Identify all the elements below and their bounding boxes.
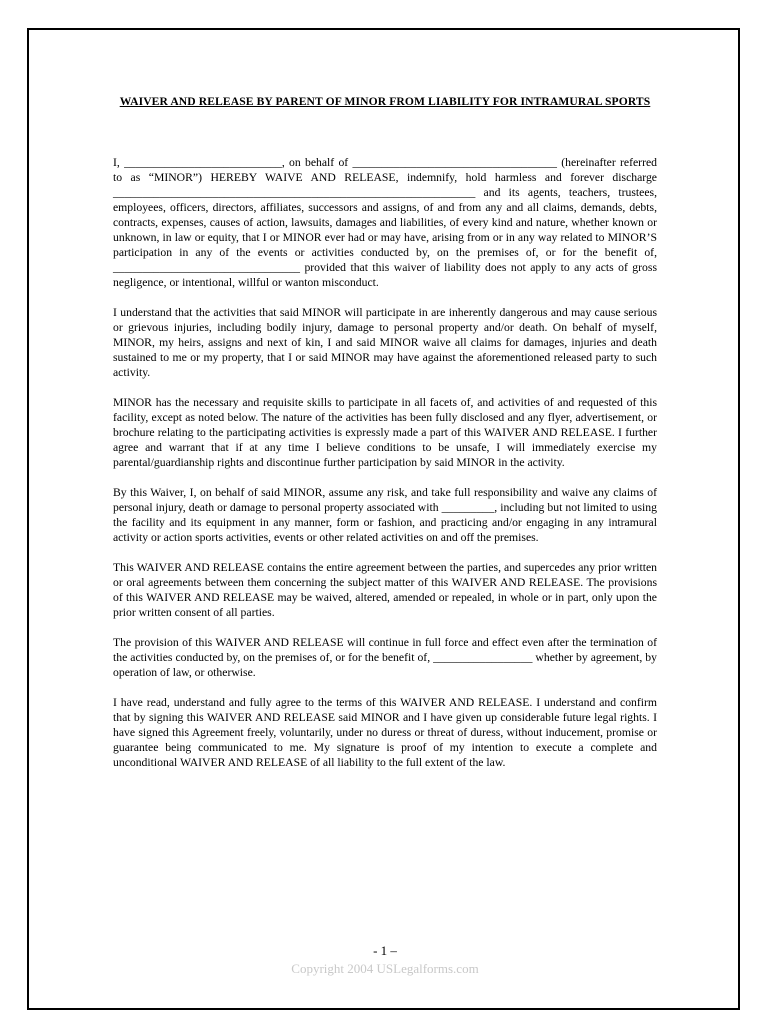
paragraph-survival: The provision of this WAIVER AND RELEASE will continue in full force and effect even after the termination of the activities conducted by, on the premises of, or for the benefit of, _________________ whether by agreement, by operation of law, or otherwise. <box>113 636 657 679</box>
paragraph-assumption-of-risk: By this Waiver, I, on behalf of said MINOR, assume any risk, and take full responsibility and waive any claims of personal injury, death or damage to personal property associated with _________, including but not limited to using the facility and its equipment in any manner, form or fashion, and practicing and/or engaging in any intramural activity or action sports activities, events or other related activities on and off the premises. <box>113 486 657 544</box>
document-title: WAIVER AND RELEASE BY PARENT OF MINOR FROM LIABILITY FOR INTRAMURAL SPORTS <box>119 95 651 108</box>
copyright-notice: Copyright 2004 USLegalforms.com <box>291 961 479 976</box>
paragraph-release-parties: I, ___________________________, on behalf of ___________________________________ (hereinafter referred to as “MINOR”) HEREBY WAIVE AND RELEASE, indemnify, hold harmless and forever discharge ______________________________________________________________ and its agents, teachers, trustees, employees, officers, directors, affiliates, successors and assigns, of and from any and all claims, demands, debts, contracts, expenses, causes of action, lawsuits, damages and liabilities, of every kind and nature, whether known or unknown, in law or equity, that I or MINOR ever had or may have, arising from or in any way related to MINOR’S participation in any of the events or activities conducted by, on the premises of, or for the benefit of, ________________________________ provided that this waiver of liability does not apply to any acts of gross negligence, or intentional, willful or wanton misconduct. <box>113 156 657 289</box>
paragraph-entire-agreement: This WAIVER AND RELEASE contains the entire agreement between the parties, and supercedes any prior written or oral agreements between them concerning the subject matter of this WAIVER AND RELEASE. The provisions of this WAIVER AND RELEASE may be waived, altered, amended or repealed, in whole or in part, only upon the prior written consent of all parties. <box>113 561 657 619</box>
paragraph-minor-skills: MINOR has the necessary and requisite skills to participate in all facets of, and activities of and requested of this facility, except as noted below. The nature of the activities has been fully disclosed and any flyer, advertisement, or brochure relating to the participating activities is expressly made a part of this WAIVER AND RELEASE. I further agree and warrant that if at any time I believe conditions to be unsafe, I will immediately exercise my parental/guardianship rights and discontinue further participation by said MINOR in the activity. <box>113 396 657 469</box>
page-number: - 1 – <box>373 943 397 958</box>
paragraph-inherent-risk: I understand that the activities that said MINOR will participate in are inherently dangerous and may cause serious or grievous injuries, including bodily injury, damage to personal property and/or death. On behalf of myself, MINOR, my heirs, assigns and next of kin, I and said MINOR waive all claims for damages, injuries and death sustained to me or my property, that I or said MINOR may have against the aforementioned released party to such activity. <box>113 306 657 379</box>
paragraph-acknowledgement: I have read, understand and fully agree to the terms of this WAIVER AND RELEASE. I understand and confirm that by signing this WAIVER AND RELEASE said MINOR and I have given up considerable future legal rights. I have signed this Agreement freely, voluntarily, under no duress or threat of duress, without inducement, promise or guarantee being communicated to me. My signature is proof of my intention to execute a complete and unconditional WAIVER AND RELEASE of all liability to the full extent of the law. <box>113 696 657 769</box>
document-body <box>113 94 657 785</box>
